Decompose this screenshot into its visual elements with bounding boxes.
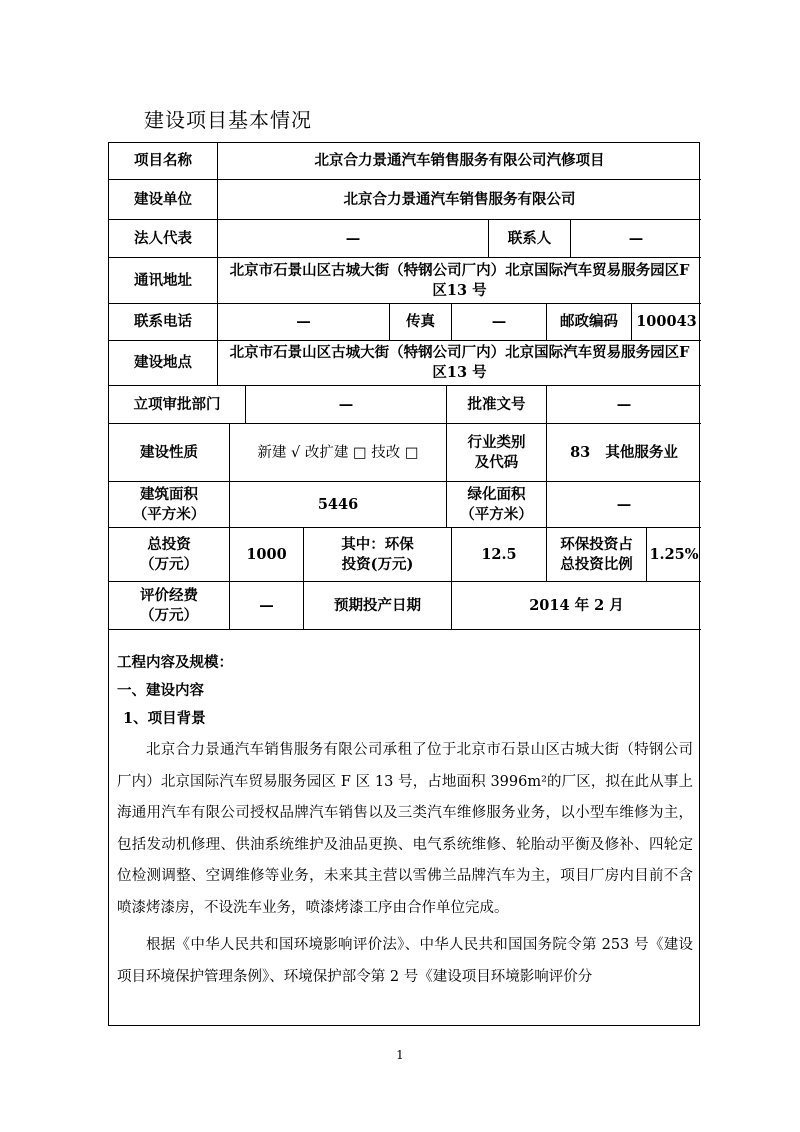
floor-area-label-1: 建筑面积 [140, 485, 198, 503]
site-line-1: 北京市石景山区古城大街（特钢公司厂内）北京国际汽车贸易服务园区F [229, 344, 690, 361]
site-line-2: 区13 号 [432, 364, 487, 381]
total-investment-value: 1000 [230, 528, 304, 582]
env-investment-label [304, 528, 452, 582]
approval-doc-value: — [547, 386, 701, 424]
industry-value: 83 其他服务业 [547, 424, 701, 482]
project-content-section [109, 645, 701, 993]
floor-area-value: 5446 [230, 482, 447, 528]
green-area-label-2: （平方米） [460, 505, 533, 523]
total-investment-label-1: 总投资 [147, 535, 191, 553]
env-investment-label-2: 投资(万元) [341, 555, 414, 573]
background-paragraph: 北京合力景通汽车销售服务有限公司承租了位于北京市石景山区古城大街（特钢公司厂内）北京国际汽车贸易服务园区 F 区 13 号，占地面积 3996m²的厂区，拟在此从事上海通用汽车有限公司授权品牌汽车销售以及三类汽车维修服务业务，以小型车维修为主，包括发动机修理、供油系统维护及油品更换、电气系统维修、轮胎动平衡及修补、四轮定位检测调整、空调维修等业务，未来其主营以雪佛兰品牌汽车为主，项目厂房内目前不含喷漆烤漆房，不设洗车业务，喷漆烤漆工序由合作单位完成。 [117, 742, 693, 916]
address-value [218, 258, 701, 304]
total-investment-label [109, 528, 230, 582]
section-heading-1: 一、建设内容 [117, 682, 204, 699]
section-heading-1-1: 1、项目背景 [123, 710, 206, 727]
env-ratio-label [547, 528, 647, 582]
page-heading: 建设项目基本情况 [144, 108, 312, 132]
phone-label: 联系电话 [109, 304, 218, 341]
address-line-1: 北京市石景山区古城大街（特钢公司厂内）北京国际汽车贸易服务园区F [229, 261, 690, 279]
site-label: 建设地点 [109, 341, 218, 386]
project-name-label: 项目名称 [109, 143, 218, 180]
assessment-fee-label-1: 评价经费 [140, 586, 198, 604]
fax-label: 传真 [390, 304, 452, 341]
builder-value: 北京合力景通汽车销售服务有限公司 [218, 180, 701, 220]
industry-label-2: 及代码 [474, 453, 519, 471]
project-info-table [108, 142, 700, 1026]
floor-area-label [109, 482, 230, 528]
legal-rep-value: — [218, 220, 489, 258]
nature-value: 新建 √ 改扩建 □ 技改 □ [230, 424, 447, 482]
phone-value: — [218, 304, 390, 341]
contact-label: 联系人 [489, 220, 571, 258]
approval-dept-label: 立项审批部门 [109, 386, 246, 424]
address-label: 通讯地址 [109, 258, 218, 304]
floor-area-label-2: （平方米） [132, 505, 206, 523]
contact-value: — [571, 220, 701, 258]
assessment-fee-label-2: （万元） [140, 606, 198, 624]
industry-label-1: 行业类别 [467, 433, 526, 451]
env-ratio-label-1: 环保投资占 [560, 535, 633, 553]
env-ratio-value: 1.25% [647, 528, 701, 582]
fax-value: — [452, 304, 547, 341]
address-line-2: 区13 号 [432, 281, 487, 299]
nature-label: 建设性质 [109, 424, 230, 482]
total-investment-label-2: （万元） [140, 555, 198, 573]
green-area-label-1: 绿化面积 [467, 485, 526, 503]
approval-dept-value: — [246, 386, 447, 424]
content-title: 工程内容及规模： [117, 654, 233, 671]
industry-label [447, 424, 547, 482]
postcode-value: 100043 [632, 304, 701, 341]
project-name-value: 北京合力景通汽车销售服务有限公司汽修项目 [218, 143, 701, 180]
site-value [218, 341, 701, 386]
approval-doc-label: 批准文号 [447, 386, 547, 424]
production-date-value: 2014 年 2 月 [452, 582, 701, 630]
page-number: 1 [396, 1048, 404, 1062]
env-ratio-label-2: 总投资比例 [560, 555, 633, 573]
env-investment-label-1: 其中：环保 [341, 535, 414, 553]
builder-label: 建设单位 [109, 180, 218, 220]
env-investment-value: 12.5 [452, 528, 547, 582]
legal-rep-label: 法人代表 [109, 220, 218, 258]
green-area-label [447, 482, 547, 528]
postcode-label: 邮政编码 [547, 304, 632, 341]
green-area-value: — [547, 482, 701, 528]
regulation-paragraph: 根据《中华人民共和国环境影响评价法》、中华人民共和国国务院令第 253 号《建设项目环境保护管理条例》、环境保护部令第 2 号《建设项目环境影响评价分 [117, 937, 693, 985]
production-date-label: 预期投产日期 [304, 582, 452, 630]
assessment-fee-value: — [230, 582, 304, 630]
assessment-fee-label [109, 582, 230, 630]
